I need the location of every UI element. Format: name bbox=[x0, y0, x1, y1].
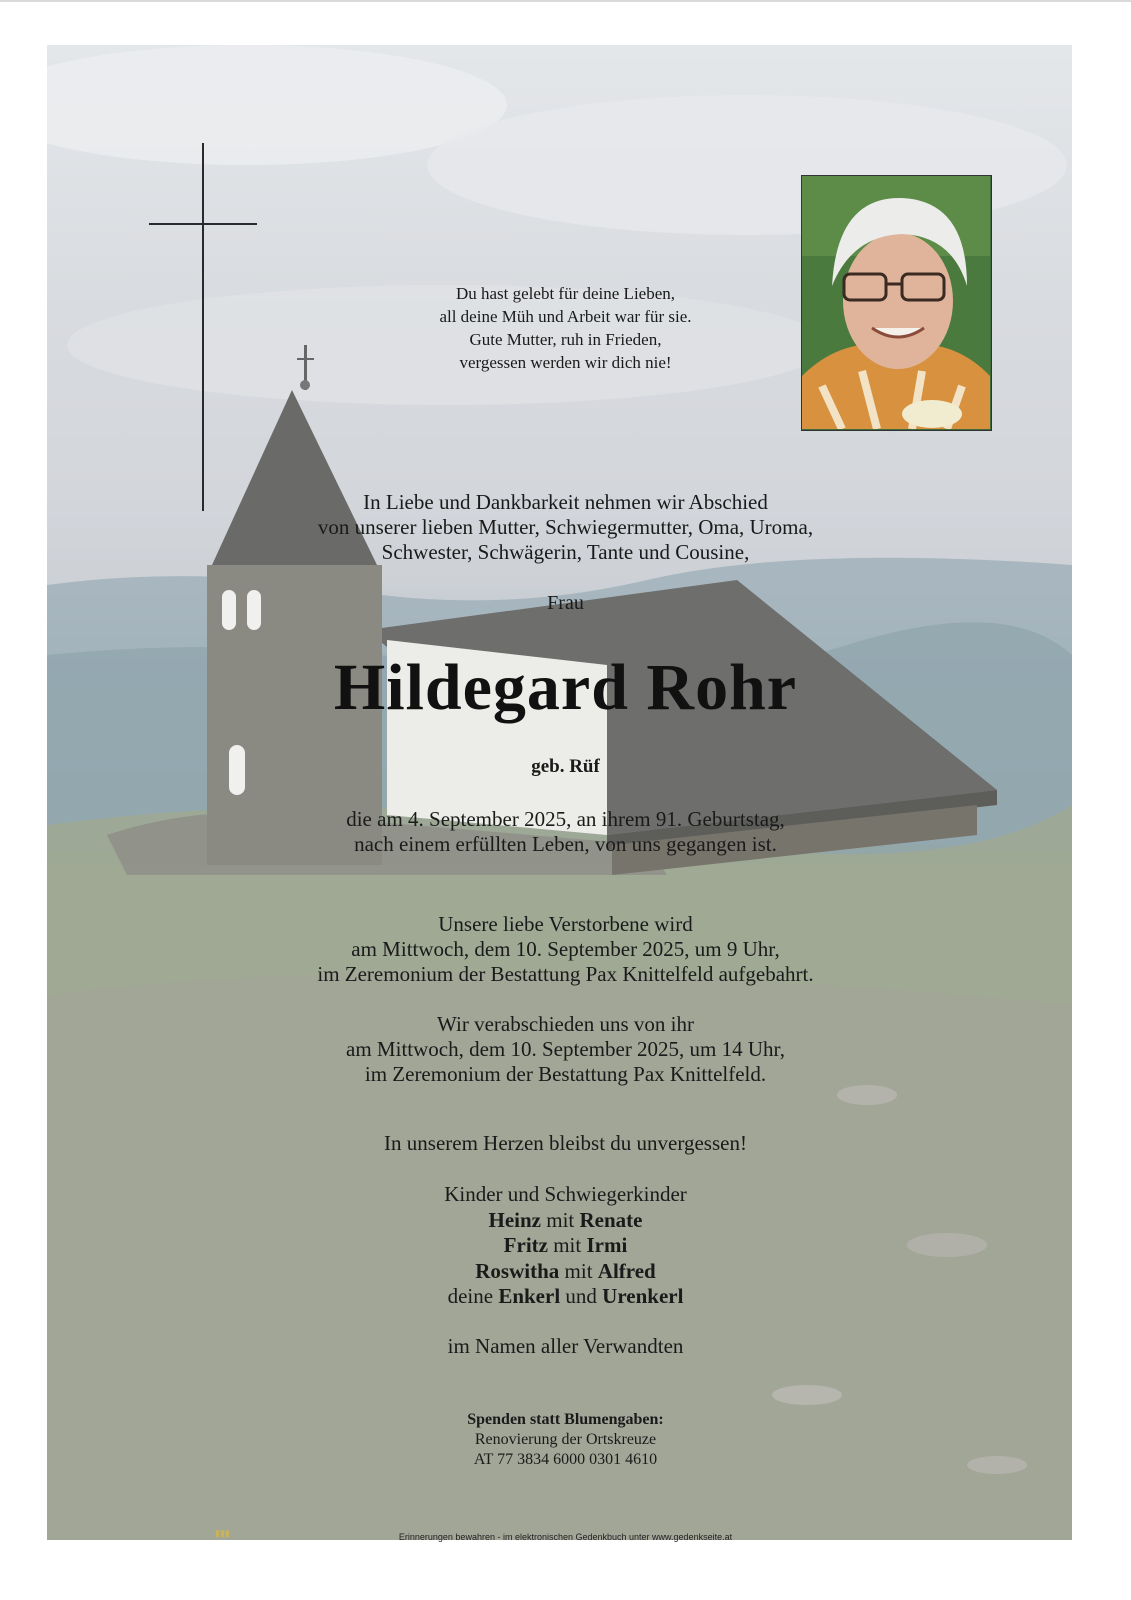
family-heading: Kinder und Schwiegerkinder bbox=[444, 1182, 687, 1206]
relatives-line: im Namen aller Verwandten bbox=[447, 1334, 684, 1358]
family-list bbox=[0, 1182, 1131, 1310]
funeral-home-logo: ▮▮▮ bbox=[215, 1528, 230, 1538]
viewing-info bbox=[0, 912, 1131, 987]
intro-line: von unserer lieben Mutter, Schwiegermutter, Oma, Uroma, bbox=[317, 515, 814, 539]
connector: mit bbox=[564, 1258, 593, 1283]
salutation: Frau bbox=[547, 592, 584, 614]
prefix: deine bbox=[447, 1284, 494, 1308]
donation-info bbox=[0, 1410, 1131, 1470]
cross-icon-bar bbox=[149, 223, 257, 225]
poem bbox=[0, 282, 1131, 374]
child-name: Roswitha bbox=[475, 1258, 560, 1283]
connector: mit bbox=[553, 1233, 582, 1257]
connector: mit bbox=[546, 1207, 575, 1232]
death-notice bbox=[0, 807, 1131, 857]
poem-line: vergessen werden wir dich nie! bbox=[459, 353, 672, 372]
grandchildren-line bbox=[0, 1284, 1131, 1310]
birth-name: geb. Rüf bbox=[531, 756, 600, 777]
connector: und bbox=[565, 1284, 597, 1308]
motto: In unserem Herzen bleibst du unvergessen! bbox=[384, 1131, 747, 1155]
grandchildren: Enkerl bbox=[498, 1284, 561, 1308]
family-couple bbox=[0, 1208, 1131, 1234]
family-couple bbox=[0, 1259, 1131, 1285]
intro-line: Schwester, Schwägerin, Tante und Cousine, bbox=[381, 540, 750, 564]
family-couple bbox=[0, 1233, 1131, 1259]
scan-edge bbox=[0, 0, 1131, 2]
intro-text bbox=[0, 490, 1131, 565]
poem-line: all deine Müh und Arbeit war für sie. bbox=[439, 307, 692, 326]
child-name: Heinz bbox=[488, 1207, 541, 1232]
viewing-line: am Mittwoch, dem 10. September 2025, um 9 Uhr, bbox=[351, 937, 780, 961]
poem-line: Gute Mutter, ruh in Frieden, bbox=[469, 330, 662, 349]
farewell-line: Wir verabschieden uns von ihr bbox=[437, 1012, 694, 1036]
footer-note: Erinnerungen bewahren - im elektronischen Gedenkbuch unter www.gedenkseite.at bbox=[398, 1532, 733, 1542]
farewell-info bbox=[0, 1012, 1131, 1087]
death-line: nach einem erfüllten Leben, von uns gegangen ist. bbox=[354, 832, 777, 856]
spouse-name: Alfred bbox=[597, 1258, 656, 1283]
spouse-name: Irmi bbox=[586, 1233, 628, 1257]
poem-line: Du hast gelebt für deine Lieben, bbox=[455, 284, 676, 303]
great-grandchildren: Urenkerl bbox=[602, 1284, 684, 1308]
donation-iban: AT 77 3834 6000 0301 4610 bbox=[473, 1451, 658, 1468]
child-name: Fritz bbox=[503, 1233, 548, 1257]
farewell-line: im Zeremonium der Bestattung Pax Knittelfeld. bbox=[364, 1062, 767, 1086]
donation-purpose: Renovierung der Ortskreuze bbox=[474, 1431, 657, 1448]
viewing-line: im Zeremonium der Bestattung Pax Knittelfeld aufgebahrt. bbox=[317, 962, 814, 986]
viewing-line: Unsere liebe Verstorbene wird bbox=[438, 912, 693, 936]
death-line: die am 4. September 2025, an ihrem 91. Geburtstag, bbox=[346, 807, 785, 831]
deceased-name: Hildegard Rohr bbox=[333, 651, 798, 724]
intro-line: In Liebe und Dankbarkeit nehmen wir Abschied bbox=[363, 490, 768, 514]
spouse-name: Renate bbox=[579, 1207, 643, 1232]
donation-heading: Spenden statt Blumengaben: bbox=[467, 1411, 664, 1428]
farewell-line: am Mittwoch, dem 10. September 2025, um 14 Uhr, bbox=[346, 1037, 785, 1061]
